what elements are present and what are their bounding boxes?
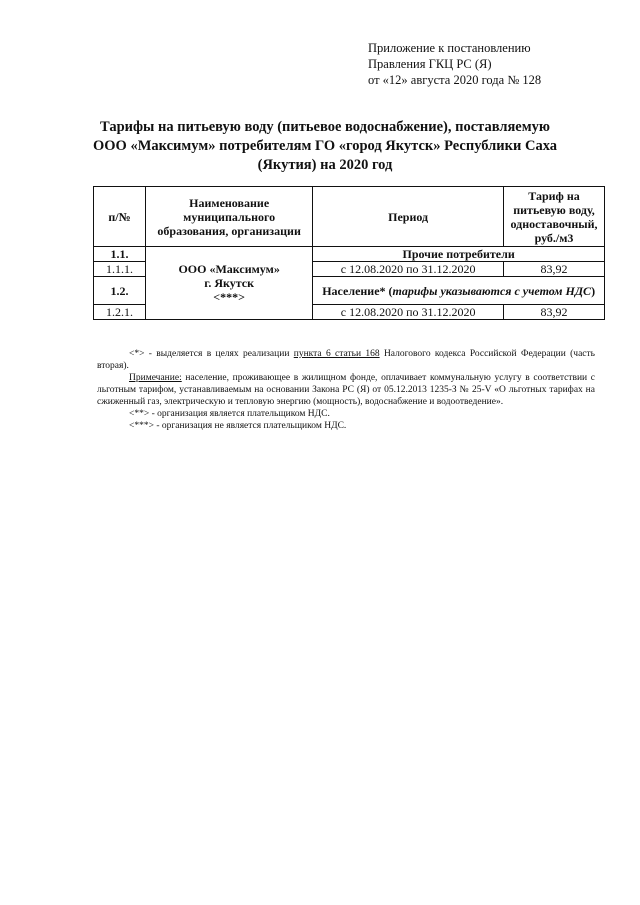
- footnote-1-text: <*> - выделяется в целях реализации: [129, 349, 294, 359]
- row-period: с 12.08.2020 по 31.12.2020: [313, 262, 504, 277]
- tax-code-link[interactable]: пункта 6 статьи 168: [293, 349, 380, 359]
- note-label: Примечание:: [129, 373, 182, 383]
- table-header-row: [94, 187, 605, 247]
- org-name: ООО «Максимум»: [178, 262, 280, 276]
- header-num: п/№: [94, 187, 146, 247]
- tariff-table: [93, 186, 605, 320]
- row-tariff: 83,92: [504, 305, 605, 320]
- section-population-close: ): [591, 283, 596, 298]
- footnote-vat-allocation: [97, 348, 595, 372]
- table-row: [94, 247, 605, 262]
- appendix-line-2: Правления ГКЦ РС (Я): [368, 57, 492, 71]
- row-period: с 12.08.2020 по 31.12.2020: [313, 305, 504, 320]
- footnote-note: [97, 372, 595, 408]
- org-name-cell: [146, 247, 313, 320]
- appendix-header: [368, 40, 628, 88]
- document-title: Тарифы на питьевую воду (питьевое водоснабжение), поставляемую ООО «Максимум» потребителям ГО «город Якутск» Республики Саха (Якутия) на 2020 год: [92, 119, 558, 173]
- appendix-line-3: от «12» августа 2020 года № 128: [368, 73, 542, 87]
- section-other-consumers: Прочие потребители: [313, 247, 605, 262]
- footnotes: [97, 348, 595, 432]
- header-org: Наименование муниципального образования, организации: [146, 187, 313, 247]
- section-population-label: Население* (: [322, 283, 393, 298]
- row-num: 1.1.: [94, 247, 146, 262]
- header-tariff: Тариф на питьевую воду, одноставочный, руб./м3: [504, 187, 605, 247]
- section-population-note: тарифы указываются с учетом НДС: [392, 283, 592, 298]
- appendix-line-1: Приложение к постановлению: [368, 41, 531, 55]
- row-num: 1.1.1.: [94, 262, 146, 277]
- footnote-1-rest: Налогового кодекса Российской Федерации (часть вторая).: [97, 349, 595, 371]
- row-num: 1.2.1.: [94, 305, 146, 320]
- row-num: 1.2.: [94, 277, 146, 305]
- note-text: население, проживающее в жилищном фонде, оплачивает коммунальную услугу в соответствии с льготным тарифом, устанавливаемым на основании Закона РС (Я) от 05.12.2013 1235-З № 25-V «О льготных тарифах на сжиженный газ, электрическую и тепловую энергию (мощность), водоснабжение и водоотведение».: [97, 373, 595, 407]
- header-period: Период: [313, 187, 504, 247]
- footnote-non-vat-payer: <***> - организация не является плательщиком НДС.: [129, 421, 347, 431]
- row-tariff: 83,92: [504, 262, 605, 277]
- footnote-vat-payer: <**> - организация является плательщиком НДС.: [129, 409, 330, 419]
- org-vat-mark: <***>: [213, 290, 245, 304]
- section-population: [313, 277, 605, 305]
- org-city: г. Якутск: [204, 276, 255, 290]
